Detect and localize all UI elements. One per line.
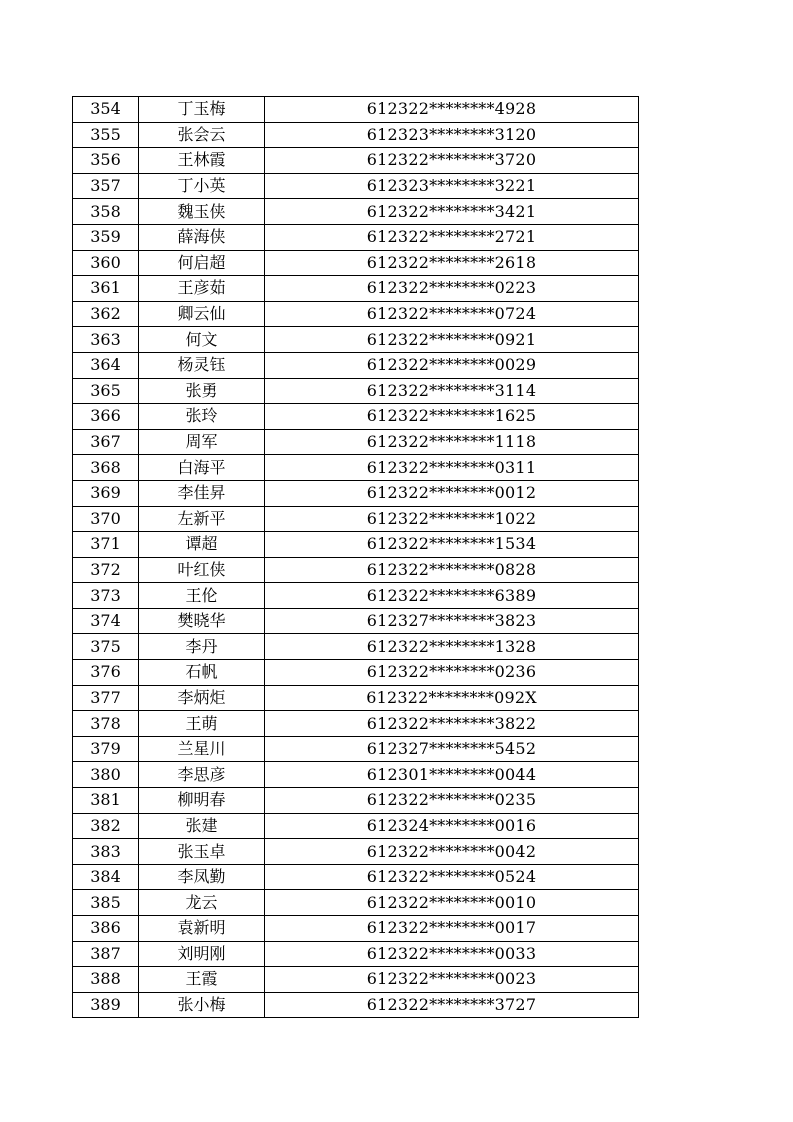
row-number-cell: 370	[73, 506, 139, 532]
person-name-cell: 张建	[139, 813, 265, 839]
table-row	[73, 634, 639, 660]
person-name-cell: 丁玉梅	[139, 97, 265, 123]
row-number-cell: 365	[73, 378, 139, 404]
table-row	[73, 301, 639, 327]
row-number-cell: 362	[73, 301, 139, 327]
table-row	[73, 224, 639, 250]
id-number-cell: 612322********0828	[265, 557, 639, 583]
table-row	[73, 736, 639, 762]
person-name-cell: 李丹	[139, 634, 265, 660]
person-name-cell: 丁小英	[139, 173, 265, 199]
table-row	[73, 532, 639, 558]
row-number-cell: 375	[73, 634, 139, 660]
person-name-cell: 袁新明	[139, 916, 265, 942]
row-number-cell: 360	[73, 250, 139, 276]
table-row	[73, 685, 639, 711]
person-name-cell: 兰星川	[139, 736, 265, 762]
row-number-cell: 387	[73, 941, 139, 967]
person-name-cell: 叶红侠	[139, 557, 265, 583]
table-row	[73, 660, 639, 686]
table-row	[73, 839, 639, 865]
person-name-cell: 张玉卓	[139, 839, 265, 865]
person-name-cell: 王萌	[139, 711, 265, 737]
person-name-cell: 张小梅	[139, 992, 265, 1018]
table-row	[73, 378, 639, 404]
id-number-cell: 612301********0044	[265, 762, 639, 788]
person-name-cell: 周军	[139, 429, 265, 455]
table-row	[73, 864, 639, 890]
id-number-cell: 612322********0235	[265, 788, 639, 814]
row-number-cell: 381	[73, 788, 139, 814]
person-name-cell: 刘明刚	[139, 941, 265, 967]
person-name-cell: 王彦茹	[139, 276, 265, 302]
row-number-cell: 379	[73, 736, 139, 762]
table-row	[73, 711, 639, 737]
person-name-cell: 李炳炬	[139, 685, 265, 711]
id-number-cell: 612322********0921	[265, 327, 639, 353]
id-number-cell: 612322********1625	[265, 404, 639, 430]
table-row	[73, 583, 639, 609]
row-number-cell: 358	[73, 199, 139, 225]
person-name-cell: 李凤勤	[139, 864, 265, 890]
id-number-cell: 612322********092X	[265, 685, 639, 711]
table-row	[73, 429, 639, 455]
table-row	[73, 967, 639, 993]
id-number-cell: 612322********1118	[265, 429, 639, 455]
table-row	[73, 199, 639, 225]
table-row	[73, 557, 639, 583]
table-row	[73, 506, 639, 532]
person-name-cell: 卿云仙	[139, 301, 265, 327]
id-number-cell: 612322********1534	[265, 532, 639, 558]
roster-table	[72, 96, 639, 1018]
id-number-cell: 612322********2618	[265, 250, 639, 276]
row-number-cell: 361	[73, 276, 139, 302]
person-name-cell: 薛海侠	[139, 224, 265, 250]
person-name-cell: 樊晓华	[139, 608, 265, 634]
id-number-cell: 612322********0010	[265, 890, 639, 916]
person-name-cell: 左新平	[139, 506, 265, 532]
table-row	[73, 148, 639, 174]
person-name-cell: 何启超	[139, 250, 265, 276]
person-name-cell: 石帆	[139, 660, 265, 686]
id-number-cell: 612327********5452	[265, 736, 639, 762]
person-name-cell: 谭超	[139, 532, 265, 558]
id-number-cell: 612322********2721	[265, 224, 639, 250]
row-number-cell: 384	[73, 864, 139, 890]
table-row	[73, 97, 639, 123]
row-number-cell: 359	[73, 224, 139, 250]
table-row	[73, 480, 639, 506]
person-name-cell: 何文	[139, 327, 265, 353]
table-row	[73, 404, 639, 430]
table-row	[73, 941, 639, 967]
table-row	[73, 788, 639, 814]
id-number-cell: 612322********0724	[265, 301, 639, 327]
row-number-cell: 385	[73, 890, 139, 916]
id-number-cell: 612322********1328	[265, 634, 639, 660]
row-number-cell: 369	[73, 480, 139, 506]
row-number-cell: 363	[73, 327, 139, 353]
table-row	[73, 122, 639, 148]
table-row	[73, 762, 639, 788]
row-number-cell: 374	[73, 608, 139, 634]
row-number-cell: 354	[73, 97, 139, 123]
row-number-cell: 378	[73, 711, 139, 737]
row-number-cell: 373	[73, 583, 139, 609]
table-row	[73, 327, 639, 353]
table-row	[73, 276, 639, 302]
row-number-cell: 371	[73, 532, 139, 558]
person-name-cell: 白海平	[139, 455, 265, 481]
person-name-cell: 张玲	[139, 404, 265, 430]
roster-table-body	[73, 97, 639, 1018]
row-number-cell: 386	[73, 916, 139, 942]
person-name-cell: 李佳昇	[139, 480, 265, 506]
person-name-cell: 王伦	[139, 583, 265, 609]
person-name-cell: 杨灵钰	[139, 352, 265, 378]
table-row	[73, 352, 639, 378]
row-number-cell: 356	[73, 148, 139, 174]
row-number-cell: 376	[73, 660, 139, 686]
row-number-cell: 388	[73, 967, 139, 993]
person-name-cell: 王霞	[139, 967, 265, 993]
table-row	[73, 992, 639, 1018]
person-name-cell: 柳明春	[139, 788, 265, 814]
person-name-cell: 王林霞	[139, 148, 265, 174]
person-name-cell: 李思彦	[139, 762, 265, 788]
row-number-cell: 367	[73, 429, 139, 455]
id-number-cell: 612322********3822	[265, 711, 639, 737]
table-row	[73, 173, 639, 199]
table-row	[73, 916, 639, 942]
id-number-cell: 612322********0042	[265, 839, 639, 865]
id-number-cell: 612322********3720	[265, 148, 639, 174]
id-number-cell: 612324********0016	[265, 813, 639, 839]
id-number-cell: 612322********3727	[265, 992, 639, 1018]
row-number-cell: 368	[73, 455, 139, 481]
table-row	[73, 455, 639, 481]
row-number-cell: 382	[73, 813, 139, 839]
row-number-cell: 357	[73, 173, 139, 199]
id-number-cell: 612323********3120	[265, 122, 639, 148]
person-name-cell: 魏玉侠	[139, 199, 265, 225]
table-row	[73, 890, 639, 916]
id-number-cell: 612322********0524	[265, 864, 639, 890]
id-number-cell: 612322********0017	[265, 916, 639, 942]
id-number-cell: 612322********0012	[265, 480, 639, 506]
id-number-cell: 612322********1022	[265, 506, 639, 532]
person-name-cell: 龙云	[139, 890, 265, 916]
row-number-cell: 364	[73, 352, 139, 378]
id-number-cell: 612322********4928	[265, 97, 639, 123]
row-number-cell: 366	[73, 404, 139, 430]
row-number-cell: 389	[73, 992, 139, 1018]
row-number-cell: 383	[73, 839, 139, 865]
table-row	[73, 813, 639, 839]
id-number-cell: 612323********3221	[265, 173, 639, 199]
id-number-cell: 612322********6389	[265, 583, 639, 609]
row-number-cell: 377	[73, 685, 139, 711]
row-number-cell: 355	[73, 122, 139, 148]
id-number-cell: 612322********0033	[265, 941, 639, 967]
row-number-cell: 380	[73, 762, 139, 788]
id-number-cell: 612322********3114	[265, 378, 639, 404]
id-number-cell: 612322********0029	[265, 352, 639, 378]
id-number-cell: 612327********3823	[265, 608, 639, 634]
id-number-cell: 612322********0023	[265, 967, 639, 993]
person-name-cell: 张会云	[139, 122, 265, 148]
id-number-cell: 612322********3421	[265, 199, 639, 225]
table-row	[73, 608, 639, 634]
person-name-cell: 张勇	[139, 378, 265, 404]
table-row	[73, 250, 639, 276]
id-number-cell: 612322********0223	[265, 276, 639, 302]
row-number-cell: 372	[73, 557, 139, 583]
id-number-cell: 612322********0311	[265, 455, 639, 481]
id-number-cell: 612322********0236	[265, 660, 639, 686]
